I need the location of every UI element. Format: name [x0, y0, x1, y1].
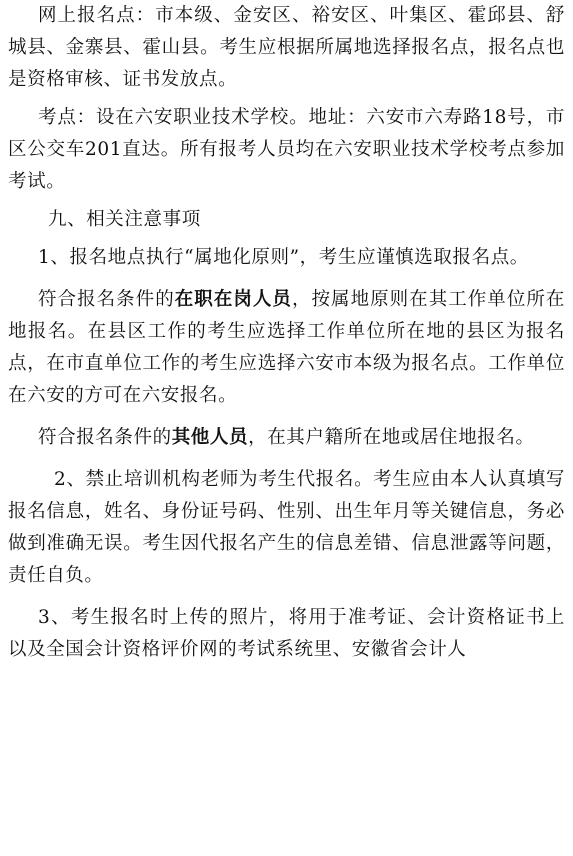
paragraph-exam-site: 考点：设在六安职业技术学校。地址：六安市六寿路18号，市区公交车201直达。所有报考人员均在六安职业技术学校考点参加考试。 [8, 107, 565, 192]
other-rule-suffix: ，在其户籍所在地或居住地报名。 [248, 427, 535, 448]
paragraph-note-1: 1、报名地点执行“属地化原则”，考生应谨慎选取报名点。 [38, 247, 529, 268]
paragraph-other-rule [8, 422, 565, 454]
paragraph-registration-sites: 网上报名点：市本级、金安区、裕安区、叶集区、霍邱县、舒城县、金寨县、霍山县。考生应根据所属地选择报名点，报名点也是资格审核、证书发放点。 [8, 5, 565, 90]
section-heading: 九、相关注意事项 [48, 209, 201, 230]
employed-rule-suffix: ，按属地原则在其工作单位所在地报名。在县区工作的考生应选择工作单位所在地的县区为报名点，在市直单位工作的考生应选择六安市本级为报名点。工作单位在六安的方可在六安报名。 [8, 289, 566, 406]
other-rule-prefix: 符合报名条件的 [38, 427, 172, 448]
paragraph-employed-rule [8, 284, 565, 412]
paragraph-note-3: 3、考生报名时上传的照片，将用于准考证、会计资格证书上以及全国会计资格评价网的考试系统里、安徽省会计人 [8, 607, 565, 660]
paragraph-note-2: 2、禁止培训机构老师为考生代报名。考生应由本人认真填写报名信息，姓名、身份证号码、性别、出生年月等关键信息，务必做到准确无误。考生因代报名产生的信息差错、信息泄露等问题，责任自负。 [8, 469, 565, 586]
other-rule-bold: 其他人员 [171, 427, 249, 448]
employed-rule-bold: 在职在岗人员 [174, 289, 292, 310]
employed-rule-prefix: 符合报名条件的 [38, 289, 175, 310]
